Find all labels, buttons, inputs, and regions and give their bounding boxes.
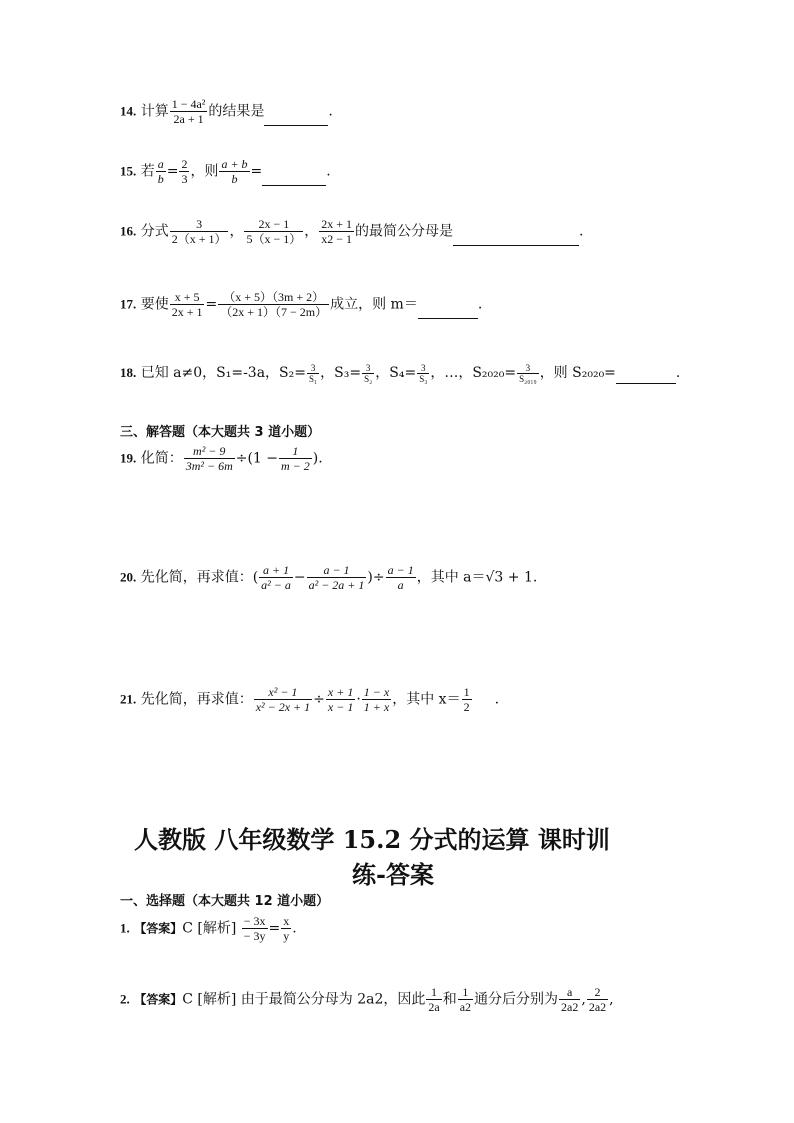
answer-2: 2. 【答案】C [解析] 由于最简公分母为 2a2，因此 $\frac{1}{2a}$ 和 $\frac{1}{a2}$ 通分后分别为 $\frac{a}{2a2}$ , $\frac{2}{2a2}$ , (120, 985, 614, 1014)
question-number: 15. (120, 163, 137, 179)
question-14: 14. 计算 $\frac{\text{1 − 4a²}}{2a + 1}$ 的结果是 . (120, 97, 333, 126)
answer-number: 2. (120, 991, 130, 1007)
fraction: $\frac{- 3x}{- 3y}$ (243, 914, 266, 943)
fraction: $\frac{x}{y}$ (283, 914, 290, 943)
question-18: 18. 已知 a≠0，S₁=-3a，S₂= $\frac{3}{\text{S₁}}$ ，S₃= $\frac{3}{\text{S₂}}$ ，S₄= $\frac{3}{\text{S₃}}$ ，…，S₂₀₂₀= $\frac{3}{\text{S₂₀₁₉}}$ ，则 S₂₀₂₀= . (120, 362, 681, 384)
answer-title-line2: 练-答案 (352, 860, 434, 889)
question-number: 19. (120, 450, 137, 466)
fraction: $\frac{1}{m - 2}$ (281, 444, 310, 473)
answer-tag: 【答案】 (134, 992, 183, 1007)
question-15: 15. 若 $\frac{a}{b}$ = $\frac{2}{3}$ ，则 $\frac{a + b}{b}$ = . (120, 157, 331, 186)
question-number: 14. (120, 103, 137, 119)
answer-number: 1. (120, 920, 130, 936)
fraction: $\frac{1 - x}{1 + x}$ (363, 685, 390, 714)
fraction: $\frac{a - 1}{\text{a² − 2a + 1}}$ (308, 563, 365, 592)
fraction: $\frac{3}{\text{S₁}}$ (309, 362, 318, 384)
fraction: $\frac{2x - 1}{5(x - 1)}$ (246, 217, 302, 246)
fraction: $\frac{a}{b}$ (157, 157, 164, 186)
answer-blank (264, 111, 328, 126)
fraction: $\frac{a}{2a2}$ (561, 985, 579, 1014)
answer-blank (418, 304, 478, 319)
answer-blank (616, 369, 676, 384)
fraction: $\frac{x + 1}{x - 1}$ (327, 685, 354, 714)
question-21: 21. 先化简，再求值： $\frac{\text{x² − 1}}{\text{x² − 2x + 1}}$ ÷ $\frac{x + 1}{x - 1}$ · $\frac{1 - x}{1 + x}$ ，其中 x＝ $\frac{1}{2}$ . (120, 685, 500, 714)
question-19: 19. 化简： $\frac{\text{m² − 9}}{\text{3m² − 6m}}$ ÷(1 − $\frac{1}{m - 2}$ ). (120, 444, 323, 473)
fraction: $\frac{\text{m² − 9}}{\text{3m² − 6m}}$ (185, 444, 233, 473)
fraction: $\frac{3}{2(x + 1)}$ (171, 217, 227, 246)
question-number: 21. (120, 691, 137, 707)
section-heading: 一、选择题（本大题共 12 道小题） (120, 894, 330, 909)
question-16: 16. 分式 $\frac{3}{2(x + 1)}$ ， $\frac{2x - 1}{5(x - 1)}$ ， $\frac{2x + 1}{x2 - 1}$ 的最简公分母是 . (120, 217, 584, 246)
question-number: 17. (120, 296, 137, 312)
question-17: 17. 要使 $\frac{x + 5}{2x + 1}$ = $\frac{(x + 5)(3m + 2)}{(2x + 1)(7 - 2m)}$ 成立，则 m＝ . (120, 290, 483, 319)
answer-tag: 【答案】 (134, 921, 183, 936)
question-20: 20. 先化简，再求值：( $\frac{a + 1}{\text{a² − a}}$ − $\frac{a - 1}{\text{a² − 2a + 1}}$ )÷ $\frac{a - 1}{a}$ ，其中 a＝√3 + 1. (120, 563, 538, 592)
answer-blank (262, 171, 326, 186)
fraction: $\frac{(x + 5)(3m + 2)}{(2x + 1)(7 - 2m)}$ (220, 290, 328, 319)
question-number: 16. (120, 223, 137, 239)
question-number: 18. (120, 365, 137, 380)
fraction: $\frac{3}{\text{S₃}}$ (419, 362, 428, 384)
answer-title-line1: 人教版 八年级数学 15.2 分式的运算 课时训 (134, 825, 610, 854)
fraction: $\frac{3}{\text{S₂₀₁₉}}$ (519, 362, 537, 384)
fraction: $\frac{1}{2a}$ (428, 985, 440, 1014)
fraction: $\frac{2}{3}$ (181, 157, 188, 186)
fraction: $\frac{a - 1}{a}$ (387, 563, 414, 592)
question-number: 20. (120, 569, 137, 585)
fraction: $\frac{3}{\text{S₂}}$ (364, 362, 373, 384)
fraction: $\frac{2x + 1}{x2 - 1}$ (321, 217, 353, 246)
fraction: $\frac{\text{1 − 4a²}}{2a + 1}$ (171, 97, 206, 126)
fraction: $\frac{1}{2}$ (463, 685, 470, 714)
question-text: 计算 (140, 103, 169, 120)
fraction: $\frac{2}{2a2}$ (588, 985, 607, 1014)
fraction: $\frac{x + 5}{2x + 1}$ (171, 290, 203, 319)
answer-blank (453, 231, 579, 246)
answer-1: 1. 【答案】C [解析] $\frac{- 3x}{- 3y}$ = $\frac{x}{y}$ . (120, 914, 297, 943)
fraction: $\frac{\text{x² − 1}}{\text{x² − 2x + 1}}$ (255, 685, 311, 714)
fraction: $\frac{a + 1}{\text{a² − a}}$ (261, 563, 291, 592)
fraction: $\frac{a + b}{b}$ (221, 157, 248, 186)
section-heading: 三、解答题（本大题共 3 道小题） (120, 425, 321, 440)
fraction: $\frac{1}{a2}$ (459, 985, 472, 1014)
